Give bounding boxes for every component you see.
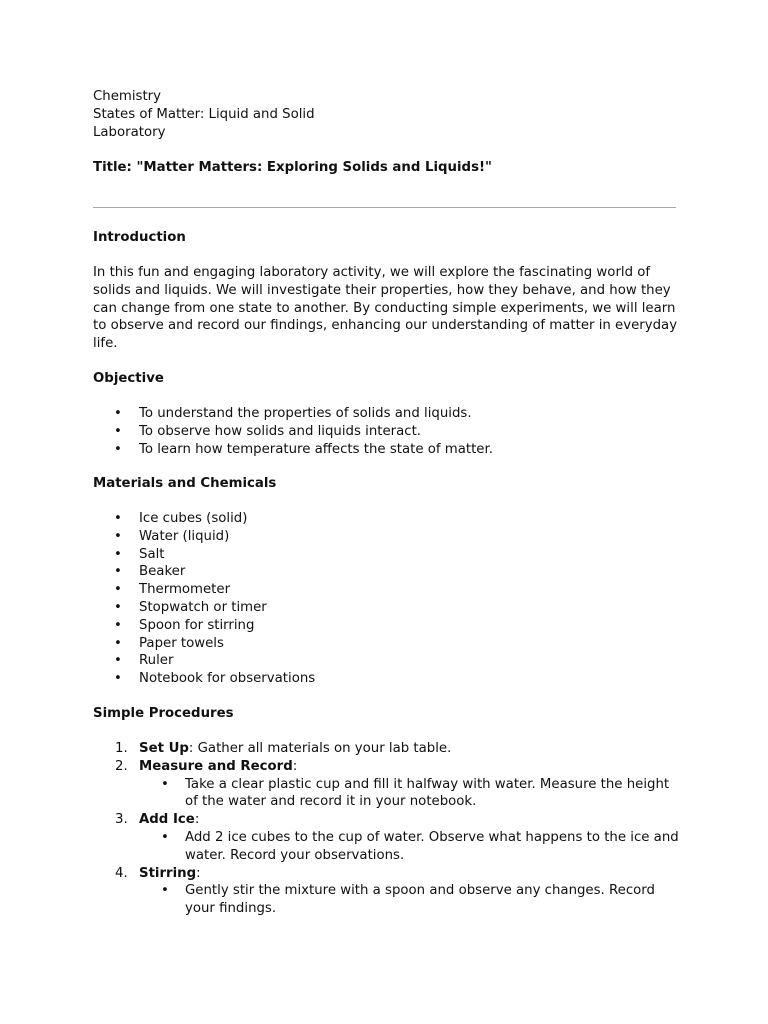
- step-label: Measure and Record: [139, 758, 293, 774]
- step-text: :: [196, 865, 201, 881]
- sub-list: [139, 882, 683, 918]
- horizontal-divider: [93, 207, 676, 208]
- step-label: Add Ice: [139, 812, 195, 828]
- materials-heading: Materials and Chemicals: [93, 476, 277, 491]
- document-title: Title: "Matter Matters: Exploring Solids and Liquids!": [93, 160, 492, 175]
- step-label: Stirring: [139, 865, 197, 881]
- materials-list: [93, 510, 315, 688]
- type-line: Laboratory: [93, 124, 166, 140]
- procedures-heading: Simple Procedures: [93, 706, 234, 721]
- topic-line: States of Matter: Liquid and Solid: [93, 106, 315, 122]
- procedures-list: [93, 740, 683, 918]
- step-number: 3.: [115, 812, 128, 828]
- sub-item: • Take a clear plastic cup and fill it halfway with water. Measure the height of the water and record it in your notebook.: [139, 776, 683, 812]
- procedure-step: [93, 740, 683, 758]
- objective-list: [93, 405, 493, 458]
- list-item: • Ice cubes (solid): [93, 510, 315, 528]
- introduction-paragraph: In this fun and engaging laboratory activity, we will explore the fascinating world of solids and liquids. We will investigate their properties, how they behave, and how they can change from one state to another. By conducting simple experiments, we will learn to observe and record our findings, enhancing our understanding of matter in everyday life.: [93, 265, 678, 352]
- step-text: :: [292, 758, 298, 774]
- introduction-heading: Introduction: [93, 230, 186, 245]
- list-item: • To understand the properties of solids and liquids.: [93, 405, 493, 423]
- procedure-step: [93, 811, 683, 864]
- objective-heading: Objective: [93, 371, 164, 386]
- sub-item: • Gently stir the mixture with a spoon and observe any changes. Record your findings.: [139, 882, 683, 918]
- sub-list: [139, 829, 683, 865]
- list-item: • Notebook for observations: [93, 670, 315, 688]
- list-item: • Paper towels: [93, 635, 315, 653]
- step-number: 1.: [115, 741, 128, 756]
- list-item: • To observe how solids and liquids interact.: [93, 423, 493, 441]
- list-item: • Spoon for stirring: [93, 617, 315, 635]
- list-item: • To learn how temperature affects the state of matter.: [93, 441, 493, 459]
- step-label: Set Up: [139, 741, 189, 756]
- procedure-step: [93, 758, 683, 811]
- list-item: • Water (liquid): [93, 528, 315, 546]
- list-item: • Ruler: [93, 652, 315, 670]
- step-text: : Gather all materials on your lab table.: [188, 741, 452, 756]
- list-item: • Salt: [93, 546, 315, 564]
- list-item: • Beaker: [93, 563, 315, 581]
- document-header: [93, 88, 315, 141]
- sub-item: • Add 2 ice cubes to the cup of water. Observe what happens to the ice and water. Record your observations.: [139, 829, 683, 865]
- list-item: • Stopwatch or timer: [93, 599, 315, 617]
- subject-line: Chemistry: [93, 89, 162, 104]
- step-number: 4.: [115, 865, 128, 881]
- list-item: • Thermometer: [93, 581, 315, 599]
- step-number: 2.: [115, 758, 128, 774]
- procedure-step: [93, 865, 683, 918]
- step-text: :: [194, 812, 200, 828]
- sub-list: [139, 776, 683, 812]
